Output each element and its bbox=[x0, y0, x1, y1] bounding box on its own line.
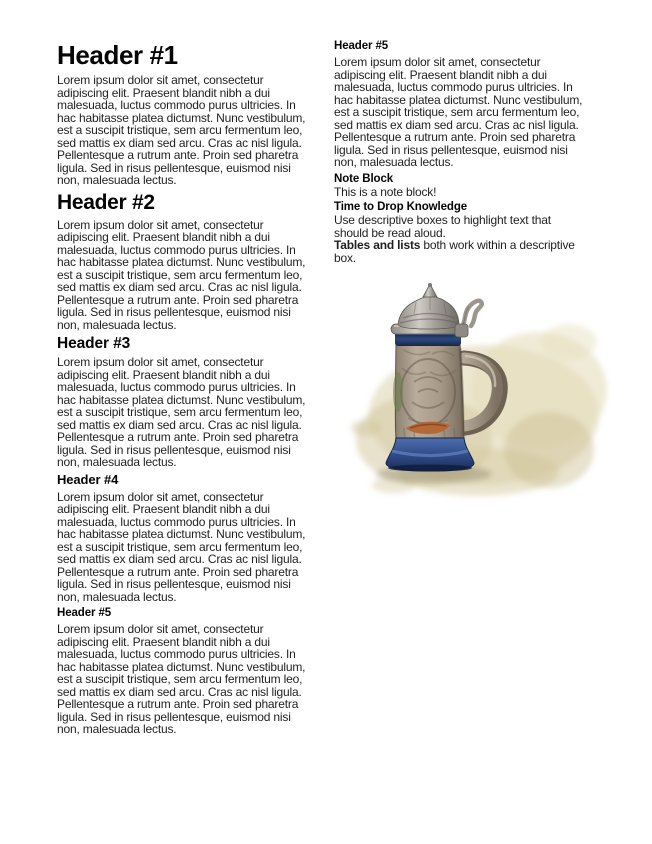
header-1: Header #1 bbox=[57, 40, 178, 70]
paragraph-6: Lorem ipsum dolor sit amet, consectetur adipiscing elit. Praesent blandit nibh a dui malesuada, luctus commodo purus ultricies. In hac habitasse platea dictumst. Nunc vestibulum, est a suscipit tristique, sem arcu fermentum leo, sed mattis ex diam sed arcu. Cras ac nisl ligula. Pellentesque a rutrum ante. Proin sed pharetra ligula. Sed in risus pellentesque, euismod nisi non, malesuada lectus. bbox=[334, 55, 583, 169]
stein-body bbox=[393, 344, 464, 447]
tables-note-bold: Tables and lists bbox=[334, 238, 421, 252]
stein-illustration bbox=[334, 280, 624, 510]
lid-hinge bbox=[455, 324, 468, 337]
header-5-right: Header #5 bbox=[334, 40, 389, 52]
paragraph-3: Lorem ipsum dolor sit amet, consectetur adipiscing elit. Praesent blandit nibh a dui malesuada, luctus commodo purus ultricies. In hac habitasse platea dictumst. Nunc vestibulum, est a suscipit tristique, sem arcu fermentum leo, sed mattis ex diam sed arcu. Cras ac nisl ligula. Pellentesque a rutrum ante. Proin sed pharetra ligula. Sed in risus pellentesque, euismod nisi non, malesuada lectus. bbox=[57, 355, 306, 469]
tables-note bbox=[334, 239, 584, 264]
header-5: Header #5 bbox=[57, 607, 112, 619]
paragraph-2: Lorem ipsum dolor sit amet, consectetur adipiscing elit. Praesent blandit nibh a dui malesuada, luctus commodo purus ultricies. In hac habitasse platea dictumst. Nunc vestibulum, est a suscipit tristique, sem arcu fermentum leo, sed mattis ex diam sed arcu. Cras ac nisl ligula. Pellentesque a rutrum ante. Proin sed pharetra ligula. Sed in risus pellentesque, euismod nisi non, malesuada lectus. bbox=[57, 217, 306, 332]
tables-note-rest: both work within a descriptive box. bbox=[334, 238, 575, 265]
note-block-label: Note Block bbox=[334, 172, 394, 185]
header-4: Header #4 bbox=[57, 471, 119, 487]
blue-base bbox=[386, 438, 474, 472]
green-accent bbox=[393, 372, 403, 412]
paragraph-5: Lorem ipsum dolor sit amet, consectetur adipiscing elit. Praesent blandit nibh a dui malesuada, luctus commodo purus ultricies. In hac habitasse platea dictumst. Nunc vestibulum, est a suscipit tristique, sem arcu fermentum leo, sed mattis ex diam sed arcu. Cras ac nisl ligula. Pellentesque a rutrum ante. Proin sed pharetra ligula. Sed in risus pellentesque, euismod nisi non, malesuada lectus. bbox=[57, 622, 306, 736]
knowledge-text: Use descriptive boxes to highlight text that should be read aloud. bbox=[334, 213, 551, 240]
lid-dome bbox=[398, 296, 459, 329]
thumb-lever bbox=[455, 301, 482, 337]
header-2: Header #2 bbox=[57, 190, 155, 214]
note-block-text: This is a note block! bbox=[334, 185, 437, 199]
knowledge-label: Time to Drop Knowledge bbox=[334, 200, 468, 213]
left-column bbox=[57, 40, 307, 740]
header-3: Header #3 bbox=[57, 335, 131, 352]
lid-finial bbox=[423, 283, 437, 297]
beer-stein-image bbox=[334, 280, 624, 510]
paragraph-1: Lorem ipsum dolor sit amet, consectetur adipiscing elit. Praesent blandit nibh a dui malesuada, luctus commodo purus ultricies. In hac habitasse platea dictumst. Nunc vestibulum, est a suscipit tristique, sem arcu fermentum leo, sed mattis ex diam sed arcu. Cras ac nisl ligula. Pellentesque a rutrum ante. Proin sed pharetra ligula. Sed in risus pellentesque, euismod nisi non, malesuada lectus. bbox=[57, 73, 306, 187]
paragraph-4: Lorem ipsum dolor sit amet, consectetur adipiscing elit. Praesent blandit nibh a dui malesuada, luctus commodo purus ultricies. In hac habitasse platea dictumst. Nunc vestibulum, est a suscipit tristique, sem arcu fermentum leo, sed mattis ex diam sed arcu. Cras ac nisl ligula. Pellentesque a rutrum ante. Proin sed pharetra ligula. Sed in risus pellentesque, euismod nisi non, malesuada lectus. bbox=[57, 489, 306, 604]
right-column bbox=[334, 40, 584, 740]
